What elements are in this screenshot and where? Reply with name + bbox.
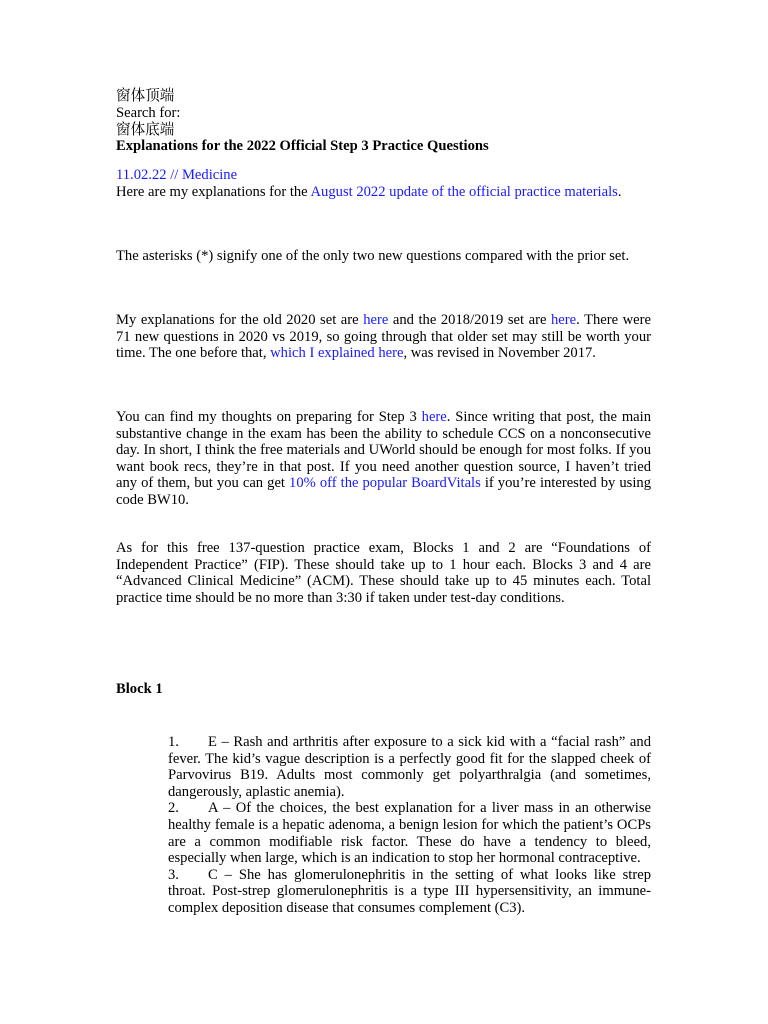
answer-list: [168, 734, 651, 917]
intro-paragraph: [116, 184, 651, 201]
old-sets-text: My explanations for the old 2020 set are: [116, 312, 364, 328]
meta-separator: //: [166, 167, 182, 183]
preparing-text: You can find my thoughts on preparing for Step 3: [116, 409, 422, 425]
answer-item: [168, 734, 651, 800]
old-sets-text-3: . There were 71 new questions in 2020 vs 2019, so going through that older set may still be worth your time. The one before that,: [116, 312, 651, 362]
2018-2019-set-link[interactable]: here: [551, 312, 577, 328]
answer-text: E – Rash and arthritis after exposure to a sick kid with a “facial rash” and fever. The kid’s vague description is a perfectly good fit for the slapped cheek of Parvovirus B19. Adults most commonly get polyarthralgia (and sometimes, dangerously, aplastic anemia).: [168, 734, 651, 800]
boardvitals-link[interactable]: 10% off the popular BoardVitals: [289, 475, 481, 492]
search-label: Search for:: [116, 105, 181, 121]
intro-text: Here are my explanations for the: [116, 184, 311, 200]
blocks-paragraph: As for this free 137-question practice exam, Blocks 1 and 2 are “Foundations of Independent Practice” (FIP). These should take up to 1 hour each. Blocks 3 and 4 are “Advanced Clinical Medicine” (ACM). These should take up to 45 minutes each. Total practice time should be no more than 3:30 if taken under test-day conditions.: [116, 540, 651, 606]
2017-explained-link[interactable]: which I explained here: [270, 345, 404, 362]
answer-number: 1.: [168, 734, 179, 750]
block-heading: Block 1: [116, 681, 163, 697]
old-sets-paragraph: [116, 312, 651, 362]
post-meta: [116, 167, 651, 184]
preparing-text-2: . Since writing that post, the main substantive change in the exam has been the ability to schedule CCS on a nonconsecutive day. In short, I think the free materials and UWorld should be enough for most folks. If you want book recs, they’re in that post. If you need another question source, I haven’t tried any of them, but you can get: [116, 409, 651, 492]
answer-number: 2.: [168, 800, 179, 817]
preparing-text-3: if you’re interested by using code BW10.: [116, 475, 651, 508]
2020-set-link[interactable]: here: [363, 312, 389, 328]
category-link[interactable]: Medicine: [181, 167, 238, 183]
page-title: Explanations for the 2022 Official Step 3 Practice Questions: [116, 138, 489, 154]
preparing-paragraph: [116, 409, 651, 509]
post-date-link[interactable]: 11.02.22: [116, 167, 167, 183]
official-materials-link[interactable]: August 2022 update of the official practice materials: [310, 184, 618, 200]
old-sets-text-2: and the 2018/2019 set are: [388, 312, 551, 328]
step3-preparing-link[interactable]: here: [421, 409, 447, 425]
frame-top-label: 窗体顶端: [116, 88, 175, 104]
asterisks-paragraph: The asterisks (*) signify one of the only two new questions compared with the prior set.: [116, 248, 630, 264]
old-sets-text-4: , was revised in November 2017.: [403, 345, 596, 362]
intro-text-end: .: [617, 184, 622, 200]
frame-bottom-label: 窗体底端: [116, 122, 175, 138]
answer-item: [168, 867, 651, 917]
answer-text: C – She has glomerulonephritis in the setting of what looks like strep throat. Post-strep glomerulonephritis is a type III hypersensitivity, an immune-complex deposition disease that consumes complement (C3).: [168, 866, 651, 916]
answer-item: [168, 800, 651, 866]
answer-text: A – Of the choices, the best explanation for a liver mass in an otherwise healthy female is a hepatic adenoma, a benign lesion for which the patient’s OCPs are a common modifiable risk factor. These do have a tendency to bleed, especially when large, which is an indication to stop her hormonal contraceptive.: [168, 800, 651, 867]
answer-number: 3.: [168, 866, 179, 883]
